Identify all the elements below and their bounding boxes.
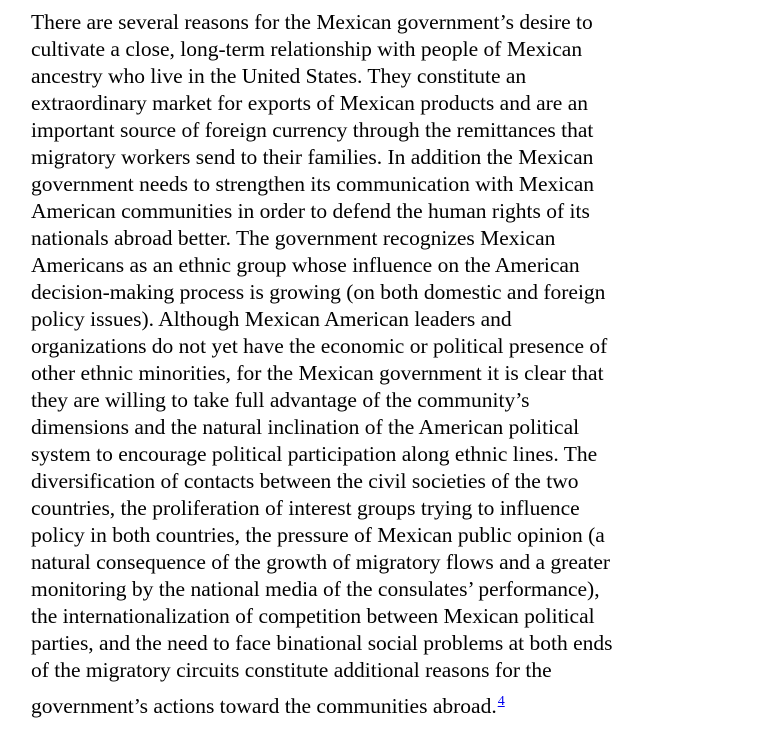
paragraph-line: monitoring by the national media of the consulates’ performance), bbox=[31, 577, 600, 601]
paragraph-line: American communities in order to defend the human rights of its bbox=[31, 199, 590, 223]
paragraph-line: There are several reasons for the Mexican government’s desire to bbox=[31, 10, 593, 34]
paragraph-line: cultivate a close, long-term relationship with people of Mexican bbox=[31, 37, 583, 61]
paragraph-line: Americans as an ethnic group whose influence on the American bbox=[31, 253, 580, 277]
paragraph-line: other ethnic minorities, for the Mexican government it is clear that bbox=[31, 361, 604, 385]
paragraph-line: dimensions and the natural inclination of the American political bbox=[31, 415, 580, 439]
paragraph-line: they are willing to take full advantage of the community’s bbox=[31, 388, 530, 412]
paragraph-line: extraordinary market for exports of Mexican products and are an bbox=[31, 91, 588, 115]
paragraph-line: of the migratory circuits constitute additional reasons for the bbox=[31, 658, 552, 682]
paragraph-line: ancestry who live in the United States. They constitute an bbox=[31, 64, 527, 88]
paragraph-line: countries, the proliferation of interest groups trying to influence bbox=[31, 496, 580, 520]
paragraph-line: policy in both countries, the pressure of Mexican public opinion (a bbox=[31, 523, 605, 547]
paragraph-last-line-text: government’s actions toward the communities abroad. bbox=[31, 694, 497, 718]
paragraph-line: the internationalization of competition between Mexican political bbox=[31, 604, 595, 628]
paragraph-line: diversification of contacts between the civil societies of the two bbox=[31, 469, 579, 493]
paragraph-line: nationals abroad better. The government recognizes Mexican bbox=[31, 226, 556, 250]
paragraph-line: organizations do not yet have the economic or political presence of bbox=[31, 334, 608, 358]
paragraph-line: decision-making process is growing (on both domestic and foreign bbox=[31, 280, 606, 304]
paragraph-line: parties, and the need to face binational social problems at both ends bbox=[31, 631, 613, 655]
footnote-link[interactable]: 4 bbox=[497, 694, 505, 709]
paragraph-last-line bbox=[31, 688, 691, 720]
paragraph-line: natural consequence of the growth of migratory flows and a greater bbox=[31, 550, 611, 574]
paragraph-line: migratory workers send to their families. In addition the Mexican bbox=[31, 145, 594, 169]
paragraph-line: policy issues). Although Mexican American leaders and bbox=[31, 307, 512, 331]
paragraph-line: important source of foreign currency through the remittances that bbox=[31, 118, 594, 142]
document-paragraph bbox=[31, 9, 691, 720]
paragraph-line: system to encourage political participation along ethnic lines. The bbox=[31, 442, 598, 466]
paragraph-line: government needs to strengthen its communication with Mexican bbox=[31, 172, 595, 196]
